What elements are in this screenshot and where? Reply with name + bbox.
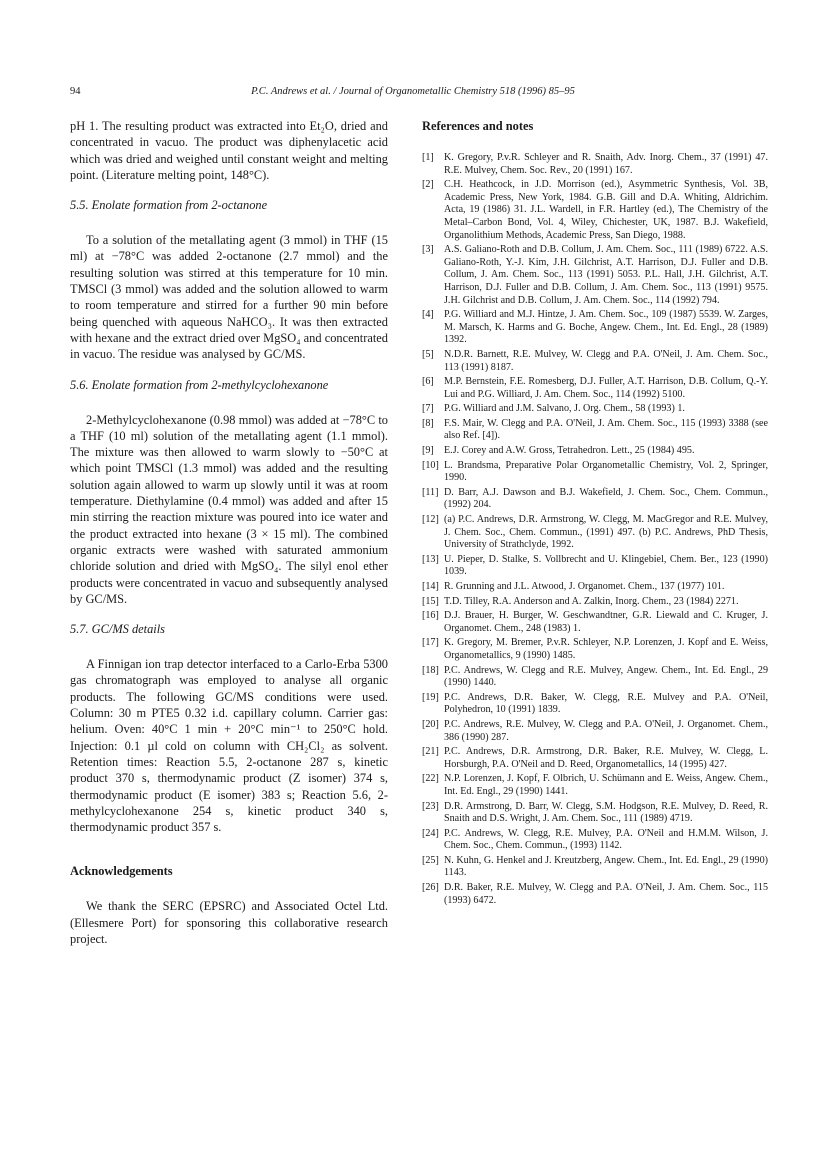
reference-item bbox=[422, 418, 768, 443]
intro-paragraph: pH 1. The resulting product was extracted into Et₂O, dried and concentrated in vacuo. The product was diphenylacetic acid which was dried and weighed until constant weight and melting point. (Literature melting point, 148°C). bbox=[70, 119, 388, 182]
reference-item bbox=[422, 514, 768, 552]
page-number: 94 bbox=[70, 86, 81, 97]
reference-number: [6] bbox=[422, 376, 434, 388]
reference-item bbox=[422, 244, 768, 307]
reference-number: [26] bbox=[422, 882, 439, 894]
reference-number: [2] bbox=[422, 179, 434, 191]
reference-text: (a) P.C. Andrews, D.R. Armstrong, W. Clegg, M. MacGregor and R.E. Mulvey, J. Chem. Soc., Chem. Commun., (1991) 497. (b) P.C. Andrews, PhD Thesis, University of Strathclyde, 1992. bbox=[444, 514, 768, 551]
section-heading-5-5: 5.5. Enolate formation from 2-octanone bbox=[70, 198, 268, 213]
reference-number: [19] bbox=[422, 691, 439, 703]
reference-item bbox=[422, 773, 768, 798]
reference-text: U. Pieper, D. Stalke, S. Vollbrecht and U. Klingebiel, Chem. Ber., 123 (1990) 1039. bbox=[444, 553, 768, 578]
reference-text: P.C. Andrews, W. Clegg, R.E. Mulvey, P.A. O'Neil and H.M.M. Wilson, J. Chem. Soc., Chem. Commun., (1993) 1142. bbox=[444, 827, 768, 852]
reference-number: [15] bbox=[422, 595, 439, 607]
reference-number: [18] bbox=[422, 664, 439, 676]
reference-text: P.C. Andrews, D.R. Baker, W. Clegg, R.E. Mulvey and P.A. O'Neil, Polyhedron, 10 (1991) 1839. bbox=[444, 691, 768, 716]
reference-item bbox=[422, 692, 768, 717]
reference-text: L. Brandsma, Preparative Polar Organometallic Chemistry, Vol. 2, Springer, 1990. bbox=[444, 459, 768, 484]
section-5-5-paragraph: To a solution of the metallating agent (3 mmol) in THF (15 ml) at −78°C was added 2-octanone (2.7 mmol) and the resulting solution was stirred at this temperature for 10 min. TMSCl (3 mmol) was added and the solution allowed to warm to room temperature and stirred for a further 90 min before being quenched with aqueous NaHCO₃. It was then extracted with hexane and the extract dried over MgSO₄ and concentrated in vacuo. The residue was analysed by GC/MS. bbox=[70, 233, 388, 362]
reference-text: P.C. Andrews, D.R. Armstrong, D.R. Baker, R.E. Mulvey, W. Clegg, L. Horsburgh, P.A. O'Neil and D. Reed, Organometallics, 14 (1995) 427. bbox=[444, 746, 768, 770]
reference-number: [8] bbox=[422, 417, 434, 429]
left-column bbox=[70, 118, 388, 947]
reference-number: [17] bbox=[422, 637, 439, 649]
reference-text: F.S. Mair, W. Clegg and P.A. O'Neil, J. Am. Chem. Soc., 115 (1993) 3388 (see also Ref. [4]). bbox=[444, 417, 768, 442]
page-header bbox=[70, 86, 756, 102]
reference-text: P.G. Williard and M.J. Hintze, J. Am. Chem. Soc., 109 (1987) 5539. W. Zarges, M. Marsch, K. Harms and G. Boche, Angew. Chem., Int. Ed. Engl., 28 (1989) 1392. bbox=[444, 309, 768, 346]
reference-text: R. Grunning and J.L. Atwood, J. Organomet. Chem., 137 (1977) 101. bbox=[444, 581, 725, 592]
reference-number: [16] bbox=[422, 610, 439, 622]
reference-item bbox=[422, 309, 768, 347]
reference-item bbox=[422, 179, 768, 242]
reference-item bbox=[422, 637, 768, 662]
reference-item bbox=[422, 487, 768, 512]
acknowledgements-paragraph: We thank the SERC (EPSRC) and Associated Octel Ltd. (Ellesmere Port) for sponsoring this collaborative research project. bbox=[70, 899, 388, 946]
reference-item bbox=[422, 152, 768, 177]
reference-number: [25] bbox=[422, 854, 439, 866]
reference-number: [4] bbox=[422, 309, 434, 321]
section-heading-5-6: 5.6. Enolate formation from 2-methylcyclohexanone bbox=[70, 377, 329, 392]
reference-item bbox=[422, 746, 768, 771]
reference-item bbox=[422, 376, 768, 401]
reference-text: N.D.R. Barnett, R.E. Mulvey, W. Clegg and P.A. O'Neil, J. Am. Chem. Soc., 113 (1991) 8187. bbox=[444, 348, 768, 373]
reference-item bbox=[422, 581, 768, 594]
reference-item bbox=[422, 801, 768, 826]
reference-item bbox=[422, 882, 768, 907]
reference-text: D.R. Armstrong, D. Barr, W. Clegg, S.M. Hodgson, R.E. Mulvey, D. Reed, R. Snaith and D.S. Wright, J. Am. Chem. Soc., 111 (1989) 4719. bbox=[444, 800, 768, 825]
running-head: P.C. Andrews et al. / Journal of Organometallic Chemistry 518 (1996) 85–95 bbox=[251, 86, 575, 97]
reference-text: K. Gregory, M. Bremer, P.v.R. Schleyer, N.P. Lorenzen, J. Kopf and E. Weiss, Organometallics, 9 (1990) 1485. bbox=[444, 637, 768, 661]
reference-text: D. Barr, A.J. Dawson and B.J. Wakefield, J. Chem. Soc., Chem. Commun., (1992) 204. bbox=[444, 486, 768, 511]
reference-text: T.D. Tilley, R.A. Anderson and A. Zalkin, Inorg. Chem., 23 (1984) 2271. bbox=[444, 595, 739, 607]
reference-item bbox=[422, 719, 768, 744]
reference-text: K. Gregory, P.v.R. Schleyer and R. Snaith, Adv. Inorg. Chem., 37 (1991) 47. R.E. Mulvey, Chem. Soc. Rev., 20 (1991) 167. bbox=[444, 152, 768, 176]
reference-number: [24] bbox=[422, 827, 439, 839]
reference-text: P.C. Andrews, W. Clegg and R.E. Mulvey, Angew. Chem., Int. Ed. Engl., 29 (1990) 1440. bbox=[444, 664, 768, 689]
reference-number: [7] bbox=[422, 403, 434, 415]
reference-item bbox=[422, 828, 768, 853]
reference-text: P.C. Andrews, R.E. Mulvey, W. Clegg and P.A. O'Neil, J. Organomet. Chem., 386 (1990) 287. bbox=[444, 718, 768, 743]
reference-number: [14] bbox=[422, 581, 439, 592]
reference-text: D.J. Brauer, H. Burger, W. Geschwandtner, G.R. Liewald and C. Kruger, J. Organomet. Chem., 248 (1983) 1. bbox=[444, 610, 768, 634]
reference-item bbox=[422, 554, 768, 579]
reference-list bbox=[422, 152, 768, 907]
section-5-7-paragraph: A Finnigan ion trap detector interfaced to a Carlo-Erba 5300 gas chromatograph was employed to analyse all organic products. The following GC/MS conditions were used. Column: 30 m PTE5 0.32 i.d. capillary column. Carrier gas: helium. Oven: 40°C 1 min + 20°C min⁻¹ to 250°C hold. Injection: 0.1 µl cold on column with CH₂Cl₂ as solvent. Retention times: Reaction 5.5, 2-octanone 287 s, kinetic product 370 s, thermodynamic product (Z isomer) 374 s, thermodynamic product (E isomer) 383 s; Reaction 5.6, 2-methylcyclohexanone 254 s, kinetic product 340 s, thermodynamic product 357 s. bbox=[70, 657, 388, 835]
reference-text: E.J. Corey and A.W. Gross, Tetrahedron. Lett., 25 (1984) 495. bbox=[444, 445, 695, 457]
reference-item bbox=[422, 445, 768, 458]
reference-item bbox=[422, 665, 768, 690]
reference-text: C.H. Heathcock, in J.D. Morrison (ed.), Asymmetric Synthesis, Vol. 3B, Academic Press, New York, 1984. G.B. Gill and D.A. Whiting, Aldrichim. Acta, 19 (1986) 31. J.L. Wardell, in F.R. Hartley (ed.), The Chemistry of the Metal–Carbon Bond, Vol. 4, Wiley, Chichester, UK, 1987. B.J. Wakefield, Organolithium Methods, Academic Press, San Diego, 1988. bbox=[444, 179, 768, 241]
reference-text: P.G. Williard and J.M. Salvano, J. Org. Chem., 58 (1993) 1. bbox=[444, 403, 685, 415]
reference-number: [1] bbox=[422, 152, 434, 163]
reference-number: [22] bbox=[422, 773, 439, 785]
section-5-6-paragraph: 2-Methylcyclohexanone (0.98 mmol) was added at −78°C to a THF (10 ml) solution of the metallating agent (1.1 mmol). The mixture was then allowed to warm slowly to −50°C at which point TMSCl (1.3 mmol) was added and the resulting solution again allowed to warm up slowly until it was at room temperature. Diethylamine (0.4 mmol) was added and after 15 min stirring the reaction mixture was poured into ice water and the product extracted into hexane (3 × 15 ml). The combined organic extracts were washed with saturated ammonium chloride solution and dried with MgSO₄. The silyl enol ether products were concentrated in vacuo and subsequently analysed by GC/MS. bbox=[70, 412, 388, 606]
reference-number: [20] bbox=[422, 718, 439, 730]
acknowledgements-heading: Acknowledgements bbox=[70, 864, 173, 879]
reference-number: [12] bbox=[422, 514, 439, 526]
reference-text: N. Kuhn, G. Henkel and J. Kreutzberg, Angew. Chem., Int. Ed. Engl., 29 (1990) 1143. bbox=[444, 854, 768, 879]
reference-number: [3] bbox=[422, 244, 434, 256]
reference-item bbox=[422, 610, 768, 635]
reference-text: N.P. Lorenzen, J. Kopf, F. Olbrich, U. Schümann and E. Weiss, Angew. Chem., Int. Ed. Engl., 29 (1990) 1441. bbox=[444, 773, 768, 797]
reference-number: [23] bbox=[422, 800, 439, 812]
reference-item bbox=[422, 403, 768, 416]
reference-text: M.P. Bernstein, F.E. Romesberg, D.J. Fuller, A.T. Harrison, D.B. Collum, Q.-Y. Lui and P.G. Williard, J. Am. Chem. Soc., 114 (1992) 5100. bbox=[444, 376, 768, 400]
reference-item bbox=[422, 855, 768, 880]
reference-text: D.R. Baker, R.E. Mulvey, W. Clegg and P.A. O'Neil, J. Am. Chem. Soc., 115 (1993) 6472. bbox=[444, 882, 768, 906]
reference-item bbox=[422, 460, 768, 485]
references-heading: References and notes bbox=[422, 119, 534, 133]
reference-number: [11] bbox=[422, 486, 439, 498]
references-column bbox=[422, 118, 768, 909]
reference-number: [13] bbox=[422, 553, 439, 565]
reference-number: [21] bbox=[422, 746, 439, 758]
reference-number: [9] bbox=[422, 445, 434, 457]
reference-number: [10] bbox=[422, 459, 439, 471]
reference-item bbox=[422, 349, 768, 374]
reference-item bbox=[422, 596, 768, 609]
reference-number: [5] bbox=[422, 348, 434, 360]
reference-text: A.S. Galiano-Roth and D.B. Collum, J. Am. Chem. Soc., 111 (1989) 6722. A.S. Galiano-Roth, Y.-J. Kim, J.H. Gilchrist, A.T. Harrison, D.J. Fuller and D.B. Collum, J. Am. Chem. Soc., 113 (1991) 5053. P.L. Hall, J.H. Gilchrist, A.T. Harrison, D.J. Fuller and D.B. Collum, J. Am. Chem. Soc., 113 (1991) 9575. J.H. Gilchrist and D.B. Collum, J. Am. Chem. Soc., 114 (1992) 794. bbox=[444, 244, 768, 306]
section-heading-5-7: 5.7. GC/MS details bbox=[70, 622, 165, 637]
